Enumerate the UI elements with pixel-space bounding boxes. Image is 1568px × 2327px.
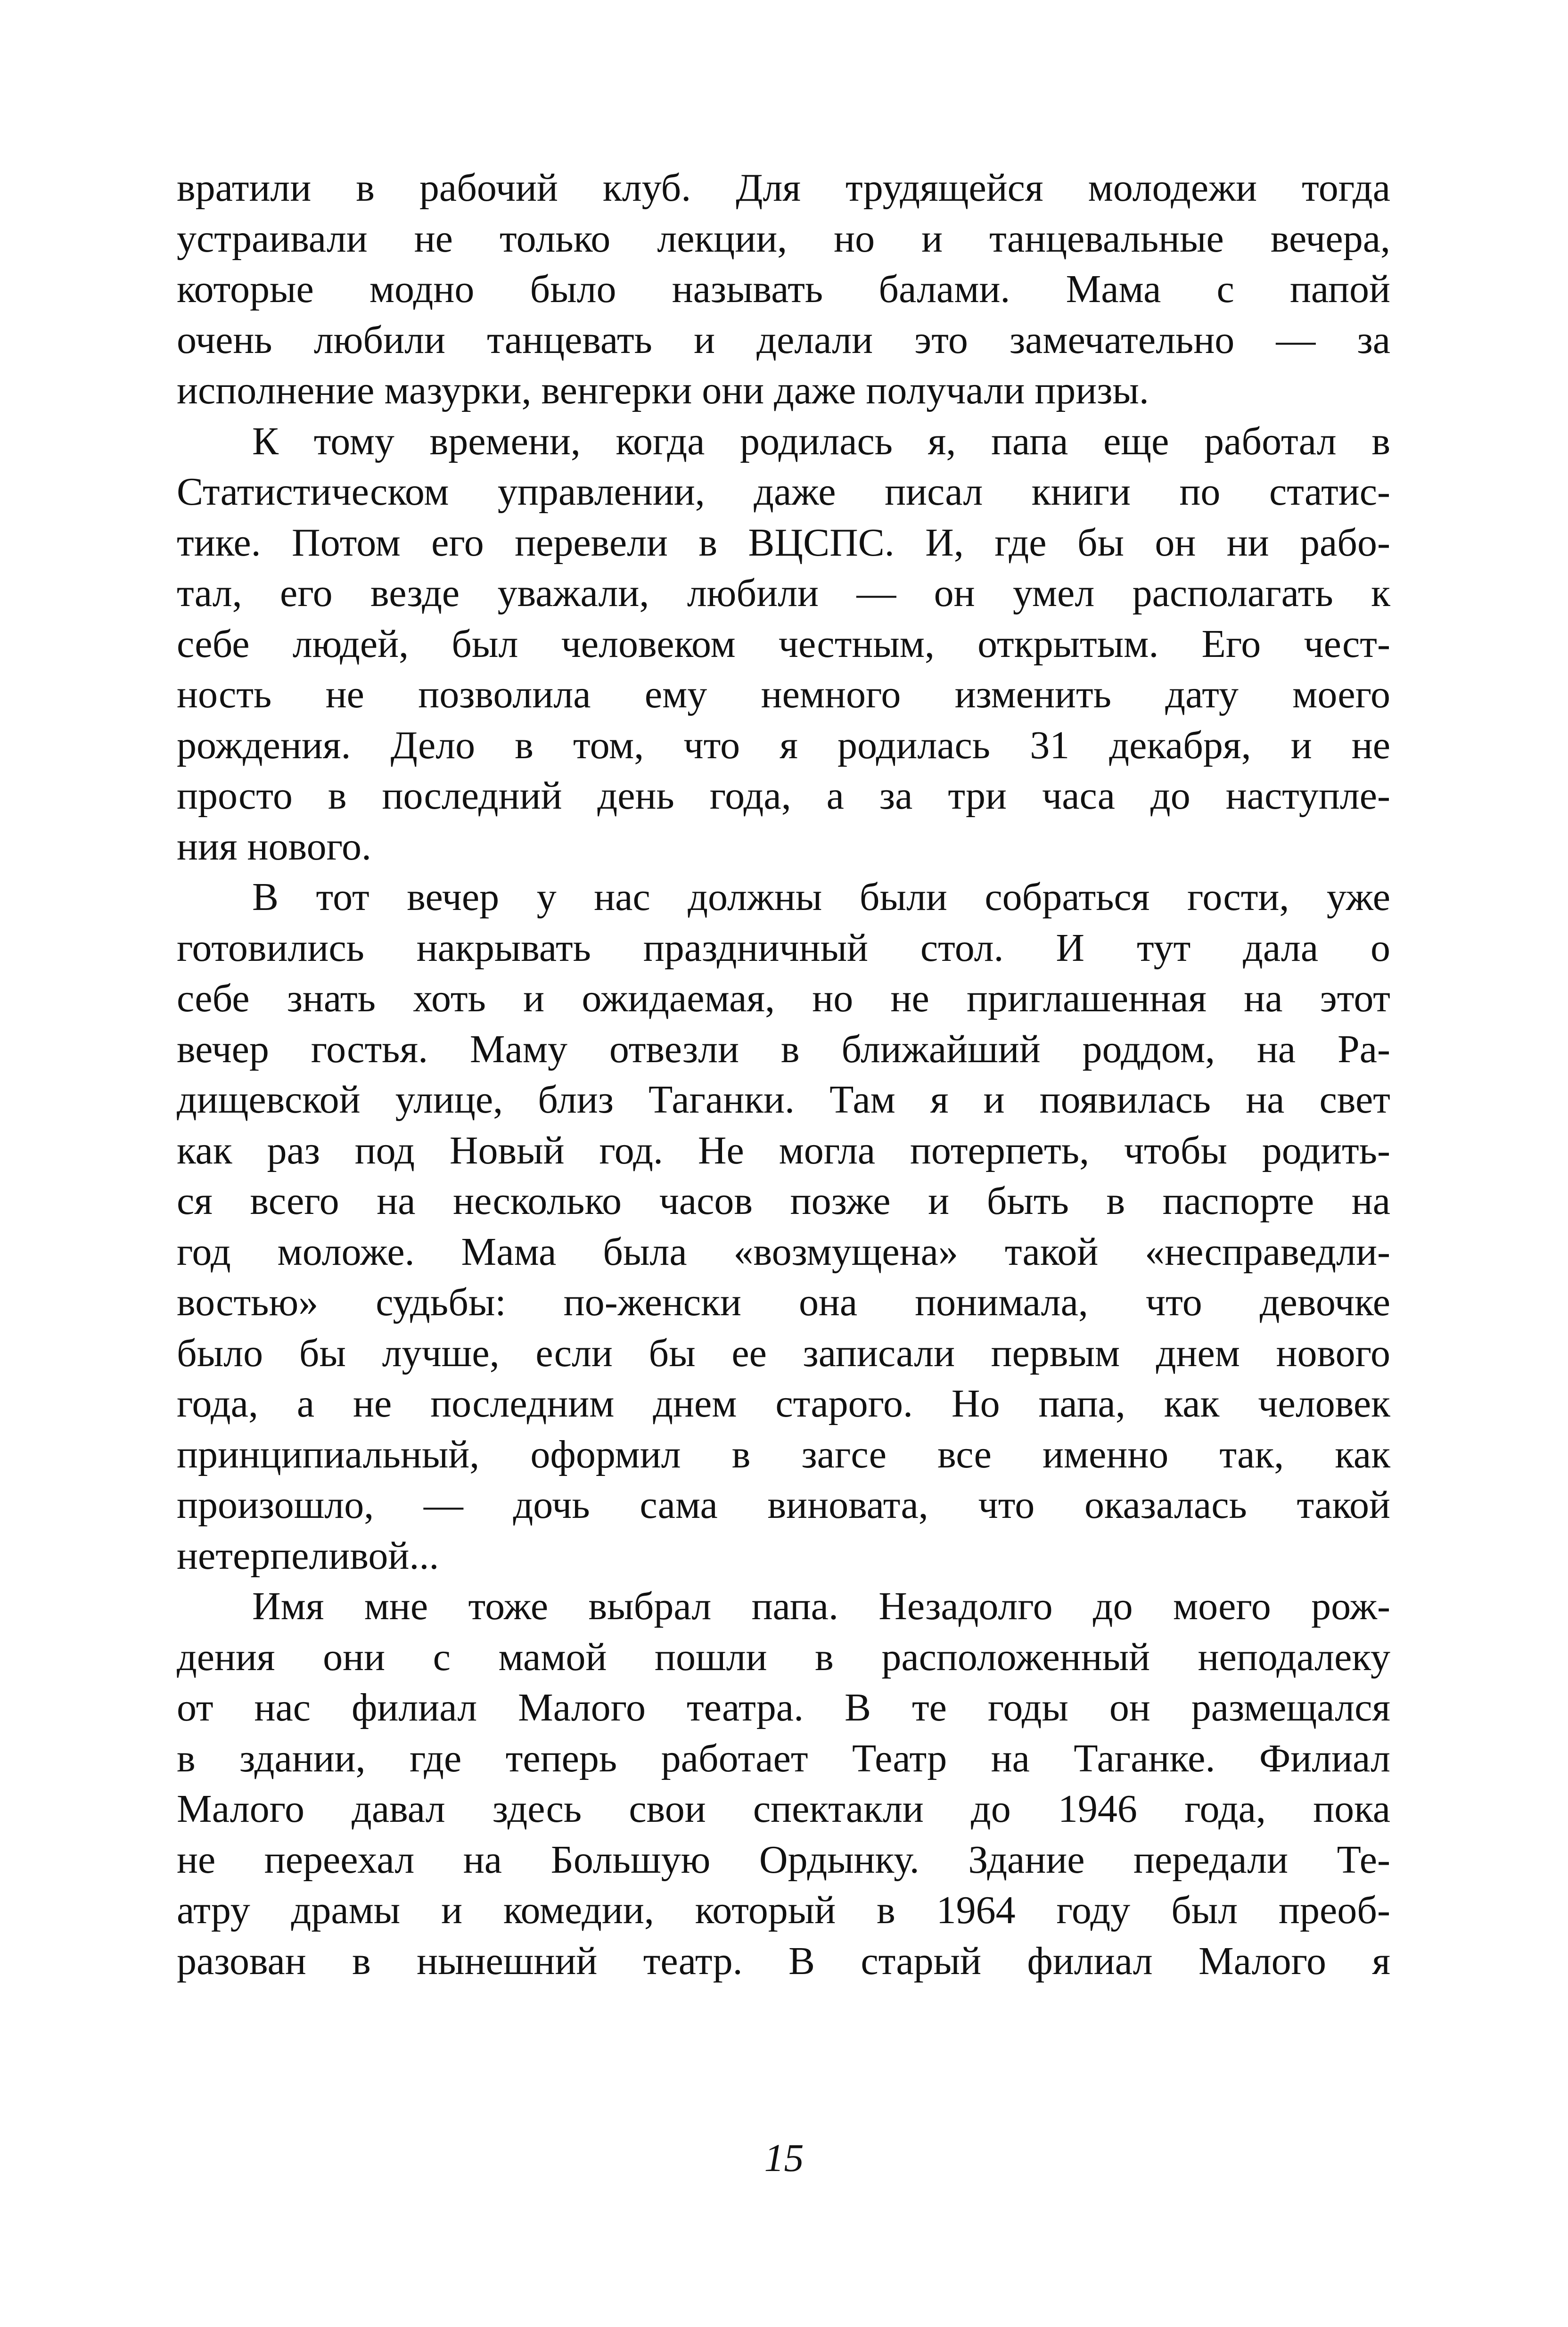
paragraph xyxy=(177,163,1390,416)
text-line: от нас филиал Малого театра. В те годы он размещался xyxy=(177,1686,1390,1729)
text-line: как раз под Новый год. Не могла потерпеть, чтобы родить- xyxy=(177,1128,1390,1172)
text-line: нетерпеливой... xyxy=(177,1533,439,1578)
text-line: вечер гостья. Маму отвезли в ближайший роддом, на Ра- xyxy=(177,1027,1390,1071)
text-line: было бы лучше, если бы ее записали первым днем нового xyxy=(177,1331,1390,1375)
text-line: востью» судьбы: по-женски она понимала, что девочке xyxy=(177,1280,1390,1324)
paragraph xyxy=(177,872,1390,1581)
page-number: 15 xyxy=(764,2136,804,2180)
text-line: разован в нынешний театр. В старый филиал Малого я xyxy=(177,1939,1390,1983)
text-line: принципиальный, оформил в загсе все именно так, как xyxy=(177,1432,1390,1476)
text-line: тал, его везде уважали, любили — он умел располагать к xyxy=(177,571,1390,615)
text-line: атру драмы и комедии, который в 1964 году был преоб- xyxy=(177,1888,1390,1932)
text-line: вратили в рабочий клуб. Для трудящейся молодежи тогда xyxy=(177,166,1390,210)
text-line: которые модно было называть балами. Мама с папой xyxy=(177,267,1390,311)
text-line: не переехал на Большую Ордынку. Здание передали Те- xyxy=(177,1837,1390,1882)
text-line: тике. Потом его перевели в ВЦСПС. И, где бы он ни рабо- xyxy=(177,520,1390,565)
text-line: ность не позволила ему немного изменить дату моего xyxy=(177,672,1390,716)
paragraph xyxy=(177,416,1390,872)
text-line: исполнение мазурки, венгерки они даже получали призы. xyxy=(177,369,1149,412)
text-line: просто в последний день года, а за три часа до наступле- xyxy=(177,774,1390,818)
text-line: очень любили танцевать и делали это замечательно — за xyxy=(177,318,1390,362)
text-line: Малого давал здесь свои спектакли до 1946 года, пока xyxy=(177,1787,1390,1831)
page-body-text xyxy=(177,163,1390,1986)
text-line: В тот вечер у нас должны были собраться гости, уже xyxy=(252,875,1390,919)
text-line: рождения. Дело в том, что я родилась 31 декабря, и не xyxy=(177,723,1390,767)
text-line: Статистическом управлении, даже писал книги по статис- xyxy=(177,470,1390,514)
text-line: дения они с мамой пошли в расположенный неподалеку xyxy=(177,1635,1390,1679)
text-line: ся всего на несколько часов позже и быть в паспорте на xyxy=(177,1179,1390,1223)
text-line: дищевской улице, близ Таганки. Там я и появилась на свет xyxy=(177,1078,1390,1122)
text-line: года, а не последним днем старого. Но папа, как человек xyxy=(177,1382,1390,1426)
text-line: себе людей, был человеком честным, открытым. Его чест- xyxy=(177,622,1390,666)
text-line: К тому времени, когда родилась я, папа еще работал в xyxy=(252,419,1390,463)
text-line: устраивали не только лекции, но и танцевальные вечера, xyxy=(177,216,1390,261)
text-line: в здании, где теперь работает Театр на Таганке. Филиал xyxy=(177,1736,1390,1780)
text-line: себе знать хоть и ожидаемая, но не приглашенная на этот xyxy=(177,976,1390,1020)
text-line: произошло, — дочь сама виновата, что оказалась такой xyxy=(177,1483,1390,1527)
text-line: Имя мне тоже выбрал папа. Незадолго до моего рож- xyxy=(252,1584,1390,1628)
paragraph xyxy=(177,1581,1390,1986)
text-line: ния нового. xyxy=(177,824,371,869)
text-line: готовились накрывать праздничный стол. И тут дала о xyxy=(177,926,1390,970)
text-line: год моложе. Мама была «возмущена» такой «несправедли- xyxy=(177,1229,1390,1274)
